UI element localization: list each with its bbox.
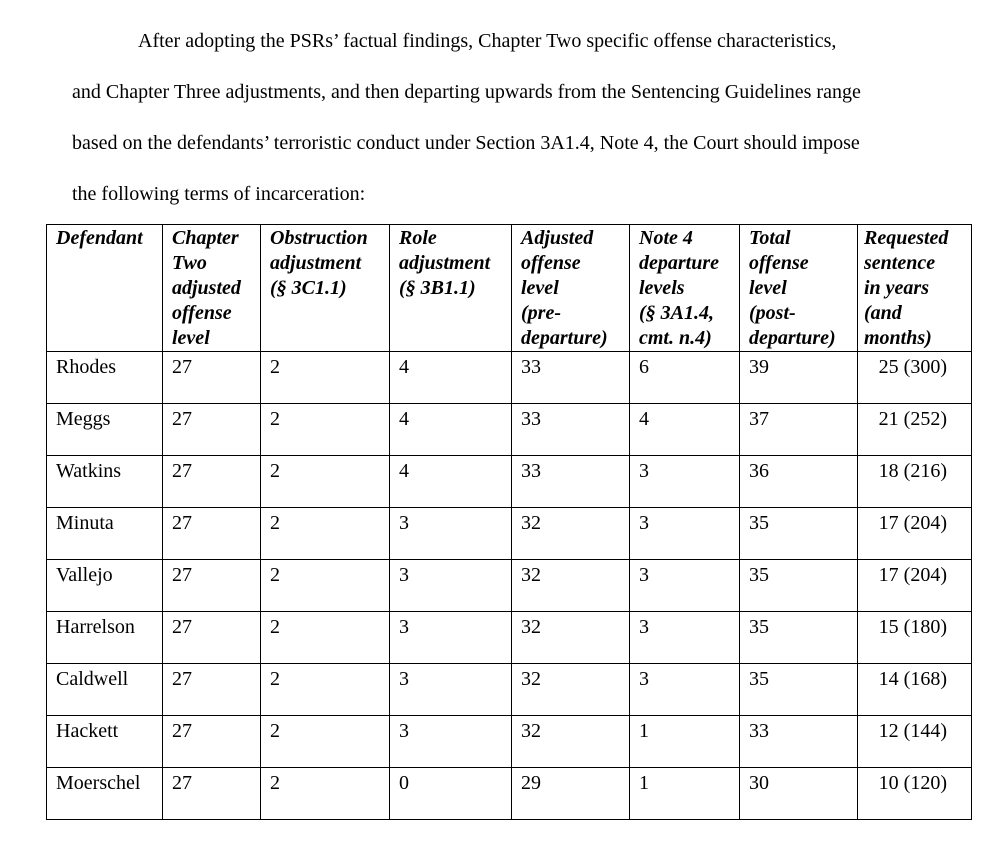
cell-requested-sentence: 17 (204) [858, 508, 972, 560]
cell-total-level: 35 [740, 664, 858, 716]
cell-total-level: 35 [740, 612, 858, 664]
paragraph-line: based on the defendants’ terroristic conduct under Section 3A1.4, Note 4, the Court should impose [72, 132, 860, 154]
cell-note4-levels: 3 [630, 612, 740, 664]
cell-role: 4 [390, 352, 512, 404]
cell-chapter-two-level: 27 [163, 664, 261, 716]
cell-chapter-two-level: 27 [163, 456, 261, 508]
intro-paragraph [72, 16, 942, 220]
cell-chapter-two-level: 27 [163, 352, 261, 404]
cell-note4-levels: 4 [630, 404, 740, 456]
table-row [47, 508, 972, 560]
cell-requested-sentence: 10 (120) [858, 768, 972, 820]
cell-chapter-two-level: 27 [163, 508, 261, 560]
cell-defendant: Rhodes [47, 352, 163, 404]
cell-adjusted-level: 29 [512, 768, 630, 820]
table-body [47, 352, 972, 820]
table-row [47, 404, 972, 456]
cell-requested-sentence: 17 (204) [858, 560, 972, 612]
cell-role: 3 [390, 508, 512, 560]
cell-chapter-two-level: 27 [163, 716, 261, 768]
cell-role: 4 [390, 456, 512, 508]
cell-total-level: 39 [740, 352, 858, 404]
cell-chapter-two-level: 27 [163, 404, 261, 456]
header-obstruction-adjustment: Obstruction adjustment (§ 3C1.1) [261, 225, 390, 352]
cell-obstruction: 2 [261, 664, 390, 716]
cell-adjusted-level: 32 [512, 560, 630, 612]
cell-role: 4 [390, 404, 512, 456]
cell-defendant: Minuta [47, 508, 163, 560]
cell-adjusted-level: 32 [512, 508, 630, 560]
cell-requested-sentence: 15 (180) [858, 612, 972, 664]
cell-chapter-two-level: 27 [163, 560, 261, 612]
cell-chapter-two-level: 27 [163, 768, 261, 820]
header-adjusted-offense-level: Adjusted offense level (pre- departure) [512, 225, 630, 352]
cell-adjusted-level: 32 [512, 612, 630, 664]
cell-note4-levels: 3 [630, 664, 740, 716]
header-chapter-two-level: Chapter Two adjusted offense level [163, 225, 261, 352]
table-row [47, 716, 972, 768]
header-total-offense-level: Total offense level (post- departure) [740, 225, 858, 352]
cell-defendant: Caldwell [47, 664, 163, 716]
paragraph-line: and Chapter Three adjustments, and then departing upwards from the Sentencing Guidelines range [72, 81, 861, 103]
cell-requested-sentence: 14 (168) [858, 664, 972, 716]
cell-role: 3 [390, 612, 512, 664]
header-note4-departure: Note 4 departure levels (§ 3A1.4, cmt. n.4) [630, 225, 740, 352]
table-row [47, 664, 972, 716]
cell-note4-levels: 3 [630, 456, 740, 508]
cell-role: 3 [390, 560, 512, 612]
table-row [47, 612, 972, 664]
cell-obstruction: 2 [261, 456, 390, 508]
header-row [47, 225, 972, 352]
cell-note4-levels: 3 [630, 508, 740, 560]
sentencing-table [46, 224, 972, 820]
cell-total-level: 33 [740, 716, 858, 768]
table-row [47, 352, 972, 404]
cell-note4-levels: 1 [630, 768, 740, 820]
cell-defendant: Moerschel [47, 768, 163, 820]
header-role-adjustment: Role adjustment (§ 3B1.1) [390, 225, 512, 352]
cell-obstruction: 2 [261, 716, 390, 768]
cell-obstruction: 2 [261, 560, 390, 612]
paragraph-line: the following terms of incarceration: [72, 183, 366, 205]
cell-requested-sentence: 25 (300) [858, 352, 972, 404]
cell-obstruction: 2 [261, 612, 390, 664]
header-defendant: Defendant [47, 225, 163, 352]
cell-adjusted-level: 33 [512, 352, 630, 404]
cell-requested-sentence: 12 (144) [858, 716, 972, 768]
cell-total-level: 35 [740, 508, 858, 560]
header-requested-sentence: Requested sentence in years (and months) [858, 225, 972, 352]
cell-note4-levels: 1 [630, 716, 740, 768]
cell-defendant: Vallejo [47, 560, 163, 612]
table-row [47, 768, 972, 820]
cell-total-level: 37 [740, 404, 858, 456]
cell-role: 3 [390, 664, 512, 716]
cell-adjusted-level: 33 [512, 404, 630, 456]
cell-defendant: Watkins [47, 456, 163, 508]
cell-adjusted-level: 33 [512, 456, 630, 508]
cell-defendant: Harrelson [47, 612, 163, 664]
cell-requested-sentence: 21 (252) [858, 404, 972, 456]
cell-role: 0 [390, 768, 512, 820]
cell-obstruction: 2 [261, 404, 390, 456]
cell-adjusted-level: 32 [512, 716, 630, 768]
paragraph-line: After adopting the PSRs’ factual findings, Chapter Two specific offense characteristics, [138, 30, 837, 52]
cell-role: 3 [390, 716, 512, 768]
cell-obstruction: 2 [261, 508, 390, 560]
cell-note4-levels: 6 [630, 352, 740, 404]
cell-chapter-two-level: 27 [163, 612, 261, 664]
table-row [47, 456, 972, 508]
cell-total-level: 36 [740, 456, 858, 508]
cell-total-level: 30 [740, 768, 858, 820]
cell-defendant: Hackett [47, 716, 163, 768]
cell-requested-sentence: 18 (216) [858, 456, 972, 508]
table-row [47, 560, 972, 612]
cell-note4-levels: 3 [630, 560, 740, 612]
cell-total-level: 35 [740, 560, 858, 612]
cell-defendant: Meggs [47, 404, 163, 456]
cell-adjusted-level: 32 [512, 664, 630, 716]
cell-obstruction: 2 [261, 768, 390, 820]
cell-obstruction: 2 [261, 352, 390, 404]
